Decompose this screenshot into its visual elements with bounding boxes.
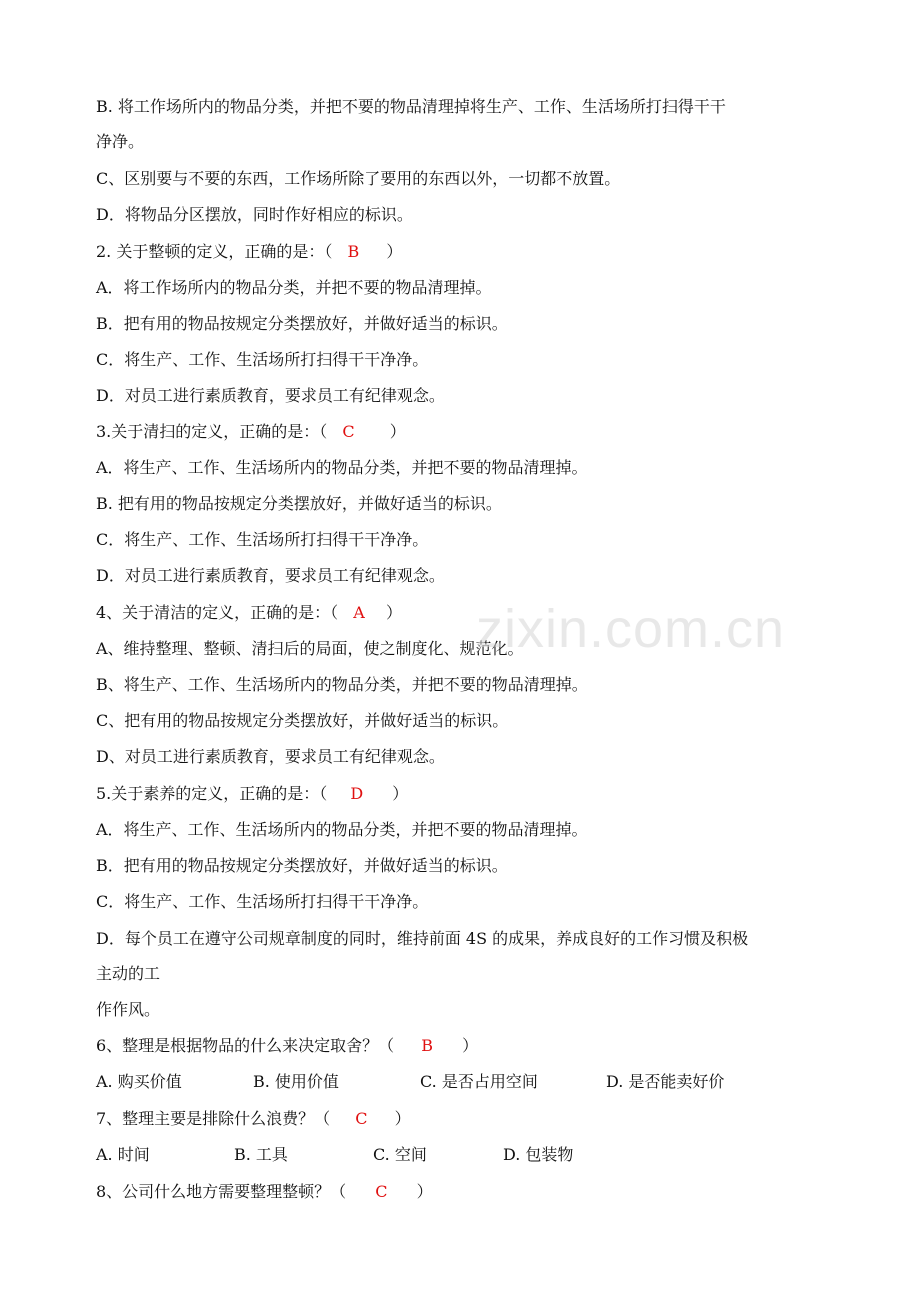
q7-option-c: C. 空间 [373, 1145, 427, 1164]
q8-answer: C [375, 1182, 388, 1201]
q5-option-b: B．把有用的物品按规定分类摆放好，并做好适当的标识。 [96, 856, 508, 875]
q5-stem: 5.关于素养的定义，正确的是：（ [96, 784, 328, 803]
q3-stem-line [96, 421, 406, 443]
q5-option-d: D．每个员工在遵守公司规章制度的同时，维持前面 4S 的成果，养成良好的工作习惯及积极 [96, 929, 749, 948]
q6-option-b: B. 使用价值 [253, 1072, 339, 1091]
q5-answer: D [350, 784, 364, 803]
q6-answer: B [421, 1036, 434, 1055]
q7-stem-line [96, 1108, 411, 1130]
q3-close: ） [389, 422, 406, 441]
q5-option-a: A．将生产、工作、生活场所内的物品分类，并把不要的物品清理掉。 [96, 820, 588, 839]
q1-option-b: B. 将工作场所内的物品分类，并把不要的物品清理掉将生产、工作、生活场所打扫得干干 [96, 97, 726, 116]
q2-stem-line [96, 241, 402, 263]
q7-answer: C [355, 1109, 368, 1128]
q3-option-c: C．将生产、工作、生活场所打扫得干干净净。 [96, 530, 429, 549]
q8-close: ） [416, 1182, 433, 1201]
q2-option-c: C．将生产、工作、生活场所打扫得干干净净。 [96, 350, 429, 369]
q7-option-d: D. 包装物 [503, 1145, 574, 1164]
q2-answer: B [347, 242, 360, 261]
q6-stem-line [96, 1035, 478, 1057]
q7-close: ） [394, 1109, 411, 1128]
q3-option-a: A．将生产、工作、生活场所内的物品分类，并把不要的物品清理掉。 [96, 458, 588, 477]
q2-option-b: B．把有用的物品按规定分类摆放好，并做好适当的标识。 [96, 314, 508, 333]
q6-close: ） [462, 1036, 479, 1055]
q5-stem-line [96, 783, 408, 805]
watermark: zixin.com.cn [476, 599, 786, 659]
q5-option-c: C．将生产、工作、生活场所打扫得干干净净。 [96, 892, 429, 911]
q6-stem: 6、整理是根据物品的什么来决定取舍？（ [96, 1036, 395, 1055]
q6-option-a: A. 购买价值 [96, 1072, 182, 1091]
q6-option-d: D. 是否能卖好价 [606, 1072, 725, 1091]
q5-option-d-wrap2: 作作风。 [96, 1000, 161, 1019]
q2-option-a: A．将工作场所内的物品分类，并把不要的物品清理掉。 [96, 278, 492, 297]
q4-option-d: D、对员工进行素质教育，要求员工有纪律观念。 [96, 747, 445, 766]
q1-option-d: D．将物品分区摆放，同时作好相应的标识。 [96, 205, 413, 224]
q4-close: ） [385, 603, 402, 622]
q4-option-b: B、将生产、工作、生活场所内的物品分类，并把不要的物品清理掉。 [96, 675, 588, 694]
q5-close: ） [392, 784, 409, 803]
q3-option-d: D．对员工进行素质教育，要求员工有纪律观念。 [96, 566, 445, 585]
q5-option-d-wrap1: 主动的工 [96, 964, 161, 983]
q7-option-b: B. 工具 [234, 1145, 288, 1164]
q7-options-row [0, 1144, 920, 1166]
q2-close: ） [386, 242, 403, 261]
q3-stem: 3.关于清扫的定义，正确的是：（ [96, 422, 328, 441]
q2-stem: 2. 关于整顿的定义，正确的是：（ [96, 242, 333, 261]
q4-option-a: A、维持整理、整顿、清扫后的局面，使之制度化、规范化。 [96, 639, 524, 658]
q1-option-c: C、区别要与不要的东西，工作场所除了要用的东西以外，一切都不放置。 [96, 169, 621, 188]
q7-option-a: A. 时间 [96, 1145, 150, 1164]
q4-answer: A [353, 603, 365, 622]
q3-option-b: B. 把有用的物品按规定分类摆放好，并做好适当的标识。 [96, 494, 502, 513]
q7-stem: 7、整理主要是排除什么浪费？（ [96, 1109, 331, 1128]
q2-option-d: D．对员工进行素质教育，要求员工有纪律观念。 [96, 386, 445, 405]
q4-stem-line [96, 602, 402, 624]
q3-answer: C [342, 422, 355, 441]
q6-option-c: C. 是否占用空间 [420, 1072, 538, 1091]
q8-stem: 8、公司什么地方需要整理整顿？（ [96, 1182, 347, 1201]
q1-option-b-wrap: 净净。 [96, 132, 145, 151]
q8-stem-line [96, 1181, 433, 1203]
q4-option-c: C、把有用的物品按规定分类摆放好，并做好适当的标识。 [96, 711, 509, 730]
q6-options-row [0, 1071, 920, 1093]
q4-stem: 4、关于清洁的定义，正确的是：（ [96, 603, 339, 622]
